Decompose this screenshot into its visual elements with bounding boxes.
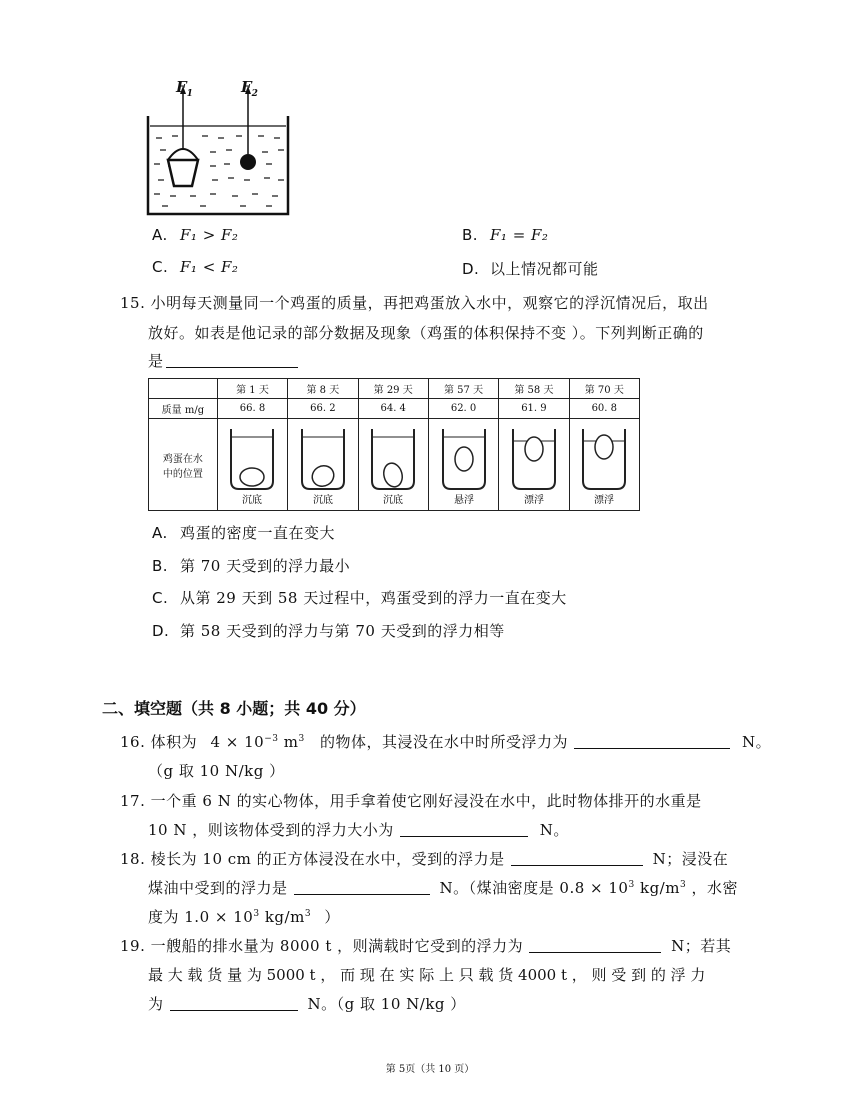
page-footer: 第 5页（共 10 页） — [385, 1064, 475, 1075]
svg-text:悬浮: 悬浮 — [453, 495, 474, 506]
mass-value: 64. 4 — [358, 399, 428, 419]
q14-option-a[interactable]: A. F₁ > F₂ — [152, 226, 239, 244]
beaker-suspend-icon — [433, 419, 495, 507]
q18-line-3: 度为 $1.0 \times 10^3$ $kg/m^3$ ） — [148, 908, 340, 926]
section-title: 二、填空题（共 8 小题；共 40 分） — [102, 699, 366, 718]
q15-line-3: 是 — [148, 350, 304, 371]
force-label-f1: $F_1$ — [176, 78, 193, 99]
answer-blank[interactable] — [166, 366, 298, 368]
day-header: 第 8 天 — [288, 379, 358, 399]
mass-label: 质量 m/g — [149, 399, 218, 419]
q19-line-2: 最 大 载 货 量 为 5000 t ， 而 现 在 实 际 上 只 载 货 4000 t ， 则 受 到 的 浮 力 — [148, 966, 706, 984]
answer-blank[interactable] — [529, 951, 661, 953]
beaker-cell — [217, 419, 287, 511]
q16-line-1: 16. 体积为 $4 \times 10^{-3}$ $m^3$ 的物体，其浸没在水中时所受浮力为 N。 — [120, 733, 772, 751]
beaker-float-icon — [503, 419, 565, 507]
position-label: 鸡蛋在水 中的位置 — [149, 419, 218, 511]
day-header: 第 57 天 — [428, 379, 498, 399]
svg-text:漂浮: 漂浮 — [594, 495, 615, 506]
egg-data-table — [148, 378, 640, 511]
mass-value: 66. 2 — [288, 399, 358, 419]
beaker-sink-icon — [221, 419, 283, 507]
answer-blank[interactable] — [511, 864, 643, 866]
q15-option-b[interactable]: B. 第 70 天受到的浮力最小 — [152, 557, 351, 575]
force-label-f2: $F_2$ — [241, 78, 258, 99]
beaker-sink-icon — [292, 419, 354, 507]
q15-line-1: 15. 小明每天测量同一个鸡蛋的质量，再把鸡蛋放入水中，观察它的浮沉情况后，取出 — [120, 294, 709, 312]
q14-option-c[interactable]: C. F₁ < F₂ — [152, 258, 239, 276]
mass-value: 62. 0 — [428, 399, 498, 419]
mass-value: 61. 9 — [499, 399, 569, 419]
svg-text:沉底: 沉底 — [242, 495, 263, 506]
q15-option-a[interactable]: A. 鸡蛋的密度一直在变大 — [152, 524, 336, 542]
beaker-cell — [288, 419, 358, 511]
buoyancy-diagram — [140, 76, 300, 218]
q15-line-2: 放好。如表是他记录的部分数据及现象（鸡蛋的体积保持不变 ）。下列判断正确的 — [148, 324, 704, 342]
mass-value: 60. 8 — [569, 399, 639, 419]
beaker-cell — [569, 419, 639, 511]
q17-line-2: 10 N ，则该物体受到的浮力大小为 N。 — [148, 821, 569, 839]
answer-blank[interactable] — [400, 835, 528, 837]
beaker-cell — [428, 419, 498, 511]
day-header: 第 29 天 — [358, 379, 428, 399]
answer-blank[interactable] — [294, 893, 430, 895]
q15-option-d[interactable]: D. 第 58 天受到的浮力与第 70 天受到的浮力相等 — [152, 622, 505, 640]
beaker-cell — [358, 419, 428, 511]
q19-line-1: 19. 一艘船的排水量为 8000 t ，则满载时它受到的浮力为 N；若其 — [120, 937, 732, 955]
answer-blank[interactable] — [574, 747, 730, 749]
beaker-sink-icon — [362, 419, 424, 507]
day-header: 第 58 天 — [499, 379, 569, 399]
q18-line-2: 煤油中受到的浮力是 N。（煤油密度是 $0.8 \times 10^3$ $kg/m^3$ ，水密 — [148, 879, 738, 897]
q15-option-c[interactable]: C. 从第 29 天到 58 天过程中，鸡蛋受到的浮力一直在变大 — [152, 589, 567, 607]
q18-line-1: 18. 棱长为 10 cm 的正方体浸没在水中，受到的浮力是 N；浸没在 — [120, 850, 729, 868]
q14-option-d[interactable]: D. 以上情况都可能 — [462, 260, 599, 278]
q17-line-1: 17. 一个重 6 N 的实心物体，用手拿着使它刚好浸没在水中，此时物体排开的水重是 — [120, 792, 702, 810]
svg-text:沉底: 沉底 — [383, 495, 404, 506]
day-header: 第 70 天 — [569, 379, 639, 399]
answer-blank[interactable] — [170, 1009, 298, 1011]
q19-line-3: 为 N。（g 取 10 N/kg ） — [148, 995, 466, 1013]
mass-value: 66. 8 — [217, 399, 287, 419]
day-header: 第 1 天 — [217, 379, 287, 399]
question-number: 15. — [120, 294, 146, 312]
svg-text:沉底: 沉底 — [312, 495, 333, 506]
beaker-float-icon — [573, 419, 635, 507]
q14-option-b[interactable]: B. F₁ = F₂ — [462, 226, 549, 244]
svg-text:漂浮: 漂浮 — [523, 495, 544, 506]
beaker-cell — [499, 419, 569, 511]
q16-line-2: （g 取 10 N/kg ） — [148, 762, 285, 780]
